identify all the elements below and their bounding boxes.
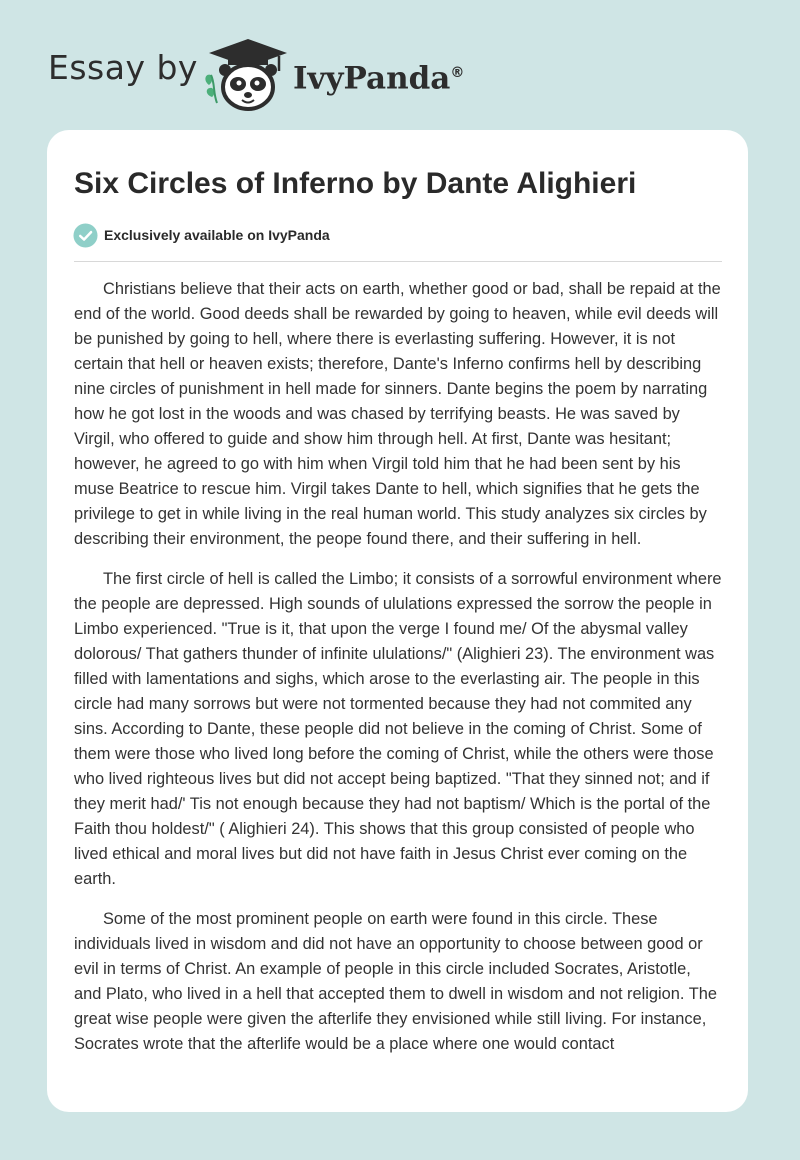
brand-name[interactable] (293, 53, 464, 98)
essay-card (47, 130, 748, 1112)
exclusive-badge (73, 222, 330, 248)
paragraph: Some of the most prominent people on earth were found in this circle. These individuals lived in wisdom and did not have an opportunity to choose between good or evil in terms of Christ. An example of people in this circle included Socrates, Aristotle, and Plato, who lived in a hell that accepted them to dwell in wisdom and not religion. The great wise people were given the afterlife they envisioned while still living. For instance, Socrates wrote that the afterlife would be a place where one would contact (74, 910, 717, 1053)
paragraph: The first circle of hell is called the Limbo; it consists of a sorrowful environment where the people are depressed. High sounds of ululations expressed the sorrow the people in Limbo experienced. "True is it, that upon the verge I found me/ Of the abysmal valley dolorous/ That gathers thunder of infinite ululations/" (Alighieri 23). The environment was filled with lamentations and sighs, which arose to the everlasting air. The people in this circle had many sorrows but were not tormented because they had not commited any sins. According to Dante, these people did not believe in the coming of Christ. Some of them were those who lived long before the coming of Christ, while the others were those who lived righteous lives but did not accept being baptized. "That they sinned not; and if they merit had/' Tis not enough because they had not baptism/ Which is the portal of the Faith thou holdest/" ( Alighieri 24). This shows that this group consisted of people who lived ethical and moral lives but did not have faith in Jesus Christ ever coming on the earth. (74, 570, 722, 888)
essay-body (74, 277, 722, 1072)
brand-name-text: IvyPanda (293, 60, 451, 97)
registered-mark: ® (450, 65, 465, 81)
paragraph: Christians believe that their acts on earth, whether good or bad, shall be repaid at the end of the world. Good deeds shall be rewarded by going to heaven, while evil deeds will be punished by going to hell, where there is everlasting suffering. However, it is not certain that hell or heaven exists; therefore, Dante's Inferno confirms hell by describing nine circles of punishment in hell made for sinners. Dante begins the poem by narrating how he got lost in the woods and was chased by terrifying beasts. He was saved by Virgil, who offered to guide and show him through hell. At first, Dante was hesitant; however, he agreed to go with him when Virgil told him that he had been sent by his muse Beatrice to rescue him. Virgil takes Dante to hell, which signifies that he gets the privilege to get in while living in the real human world. This study analyzes six circles by describing their environment, the peope found there, and their suffering in hell. (74, 280, 721, 548)
divider (74, 261, 722, 262)
essay-title: Six Circles of Inferno by Dante Alighieri (74, 167, 637, 200)
check-circle-icon (73, 223, 98, 248)
site-header (0, 0, 800, 125)
exclusive-badge-text: Exclusively available on IvyPanda (104, 227, 330, 243)
panda-graduate-icon[interactable] (201, 37, 291, 111)
brand-prefix: Essay by (48, 48, 198, 87)
